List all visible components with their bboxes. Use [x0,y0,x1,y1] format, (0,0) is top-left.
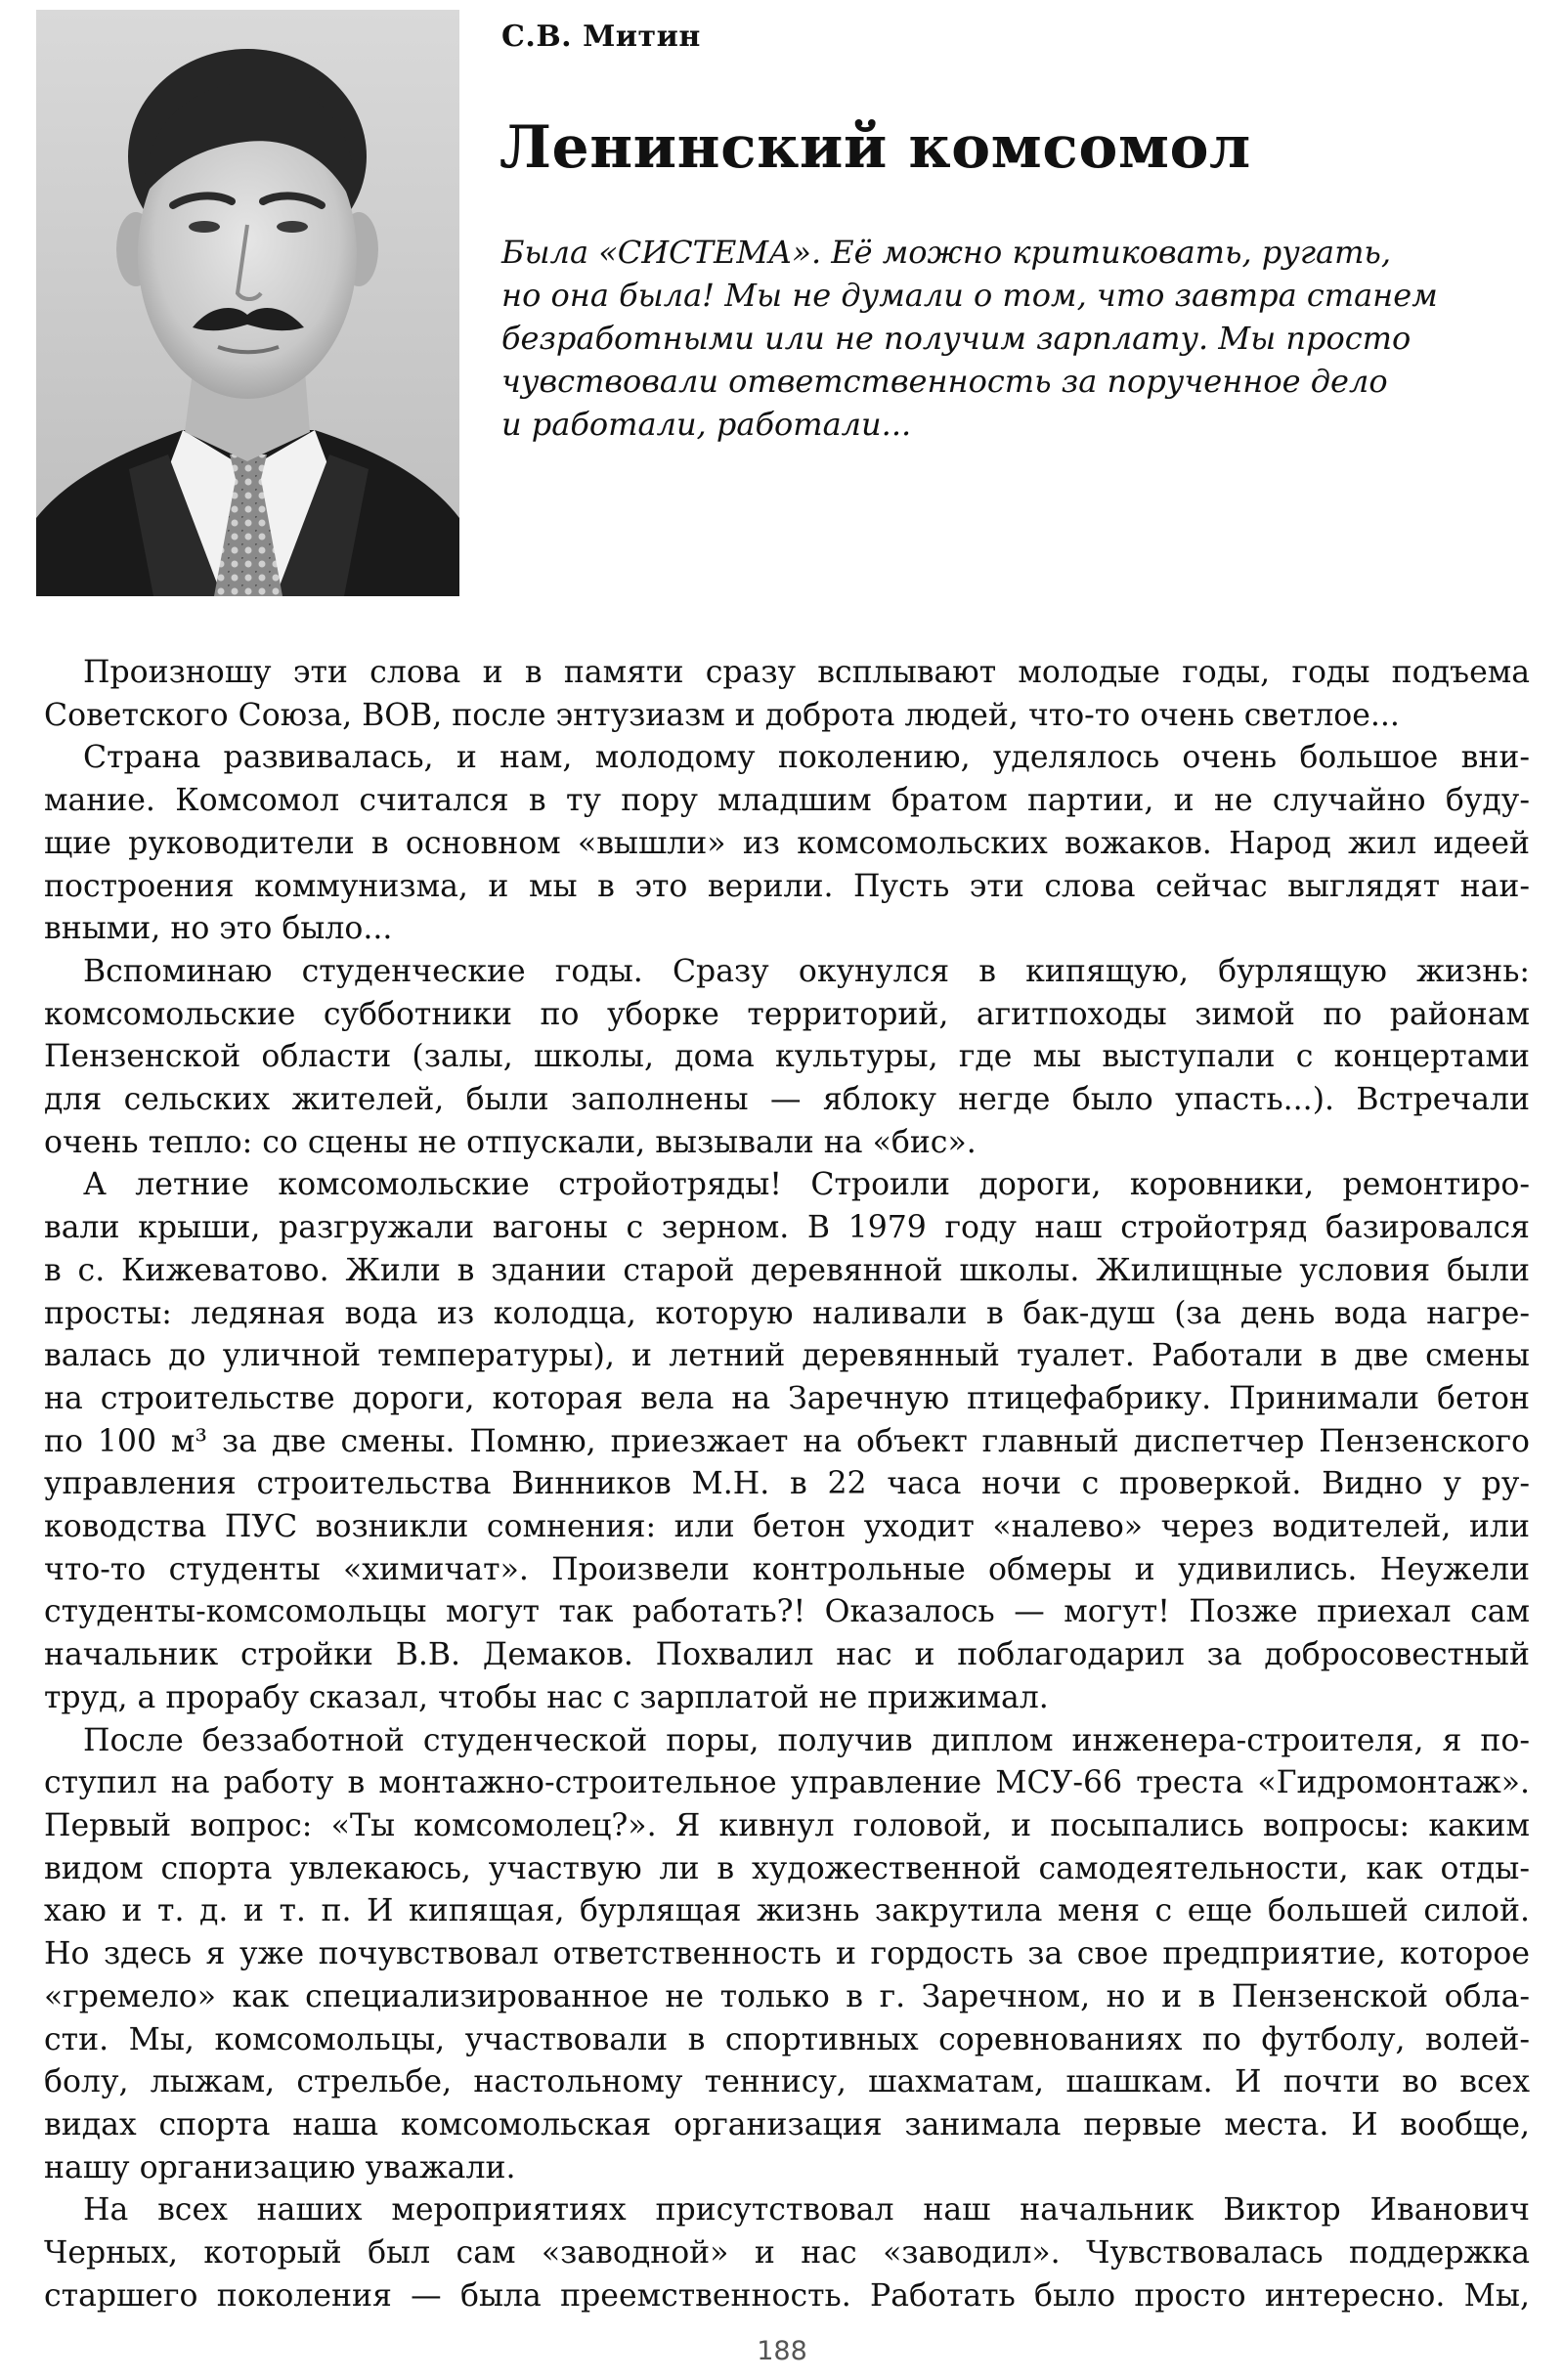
text-line: студенты-комсомольцы могут так работать?! Оказалось — могут! Позже приехал сам [44,1594,1530,1630]
text-line: по 100 м³ за две смены. Помню, приезжает на объект главный диспетчер Пензенского [44,1423,1530,1459]
text-line: Но здесь я уже почувствовал ответственность и гордость за свое предприятие, которое [44,1936,1530,1972]
paragraph [44,2189,1530,2317]
text-line: «гремело» как специализированное не только в г. Заречном, но и в Пензенской обла- [44,1978,1530,2014]
paragraph [44,1164,1530,1719]
epigraph-line: Была «СИСТЕМА». Её можно критиковать, ругать, [501,234,1392,271]
text-line: что-то студенты «химичат». Произвели контрольные обмеры и удивились. Неужели [44,1551,1530,1587]
paragraph [44,1720,1530,2190]
text-line: ступил на работу в монтажно-строительное управление МСУ-66 треста «Гидромонтаж». [44,1765,1530,1801]
text-line: Советского Союза, ВОВ, после энтузиазм и доброта людей, что-то очень светлое... [44,697,1400,733]
text-line: управления строительства Винников М.Н. в 22 часа ночи с проверкой. Видно у ру- [44,1466,1530,1502]
epigraph [501,231,1489,446]
page-number: 188 [757,2336,807,2366]
text-line: мание. Комсомол считался в ту пору младшим братом партии, и не случайно буду- [44,783,1530,819]
text-line: нашу организацию уважали. [44,2149,516,2185]
text-line: труд, а прорабу сказал, чтобы нас с зарплатой не прижимал. [44,1679,1049,1715]
text-line: Черных, который был сам «заводной» и нас «заводил». Чувствовалась поддержка [44,2235,1530,2272]
text-line: щие руководители в основном «вышли» из комсомольских вожаков. Народ жил идеей [44,825,1530,861]
article-title: Ленинский комсомол [500,113,1251,182]
text-line: После беззаботной студенческой поры, получив диплом инженера-строителя, я по- [83,1722,1530,1758]
epigraph-line: но она была! Мы не думали о том, что завтра станем [501,277,1438,314]
text-line: в с. Кижеватово. Жили в здании старой деревянной школы. Жилищные условия были [44,1252,1530,1288]
text-line: ководства ПУС возникли сомнения: или бетон уходит «налево» через водителей, или [44,1509,1530,1545]
text-line: вными, но это было... [44,911,393,947]
article-body [44,652,1530,2317]
epigraph-line: безработными или не получим зарплату. Мы просто [501,320,1412,357]
text-line: На всех наших мероприятиях присутствовал наш начальник Виктор Иванович [83,2192,1530,2229]
text-line: Произношу эти слова и в памяти сразу всплывают молодые годы, годы подъема [83,655,1530,690]
text-line: начальник стройки В.В. Демаков. Похвалил нас и поблагодарил за добросовестный [44,1637,1530,1673]
text-line: построения коммунизма, и мы в это верили. Пусть эти слова сейчас выглядят наи- [44,868,1530,904]
text-line: Страна развивалась, и нам, молодому поколению, уделялось очень большое вни- [83,740,1530,776]
text-line: А летние комсомольские стройотряды! Строили дороги, коровники, ремонтиро- [83,1167,1530,1203]
text-line: сти. Мы, комсомольцы, участвовали в спортивных соревнованиях по футболу, волей- [44,2021,1530,2057]
author-portrait-photo [36,10,459,596]
text-line: для сельских жителей, были заполнены — яблоку негде было упасть...). Встречали [44,1082,1530,1118]
text-line: Вспоминаю студенческие годы. Сразу окунулся в кипящую, бурлящую жизнь: [83,953,1530,989]
epigraph-line: и работали, работали... [501,406,912,443]
text-line: хаю и т. д. и т. п. И кипящая, бурлящая жизнь закрутила меня с еще большей силой. [44,1893,1530,1929]
text-line: видах спорта наша комсомольская организация занимала первые места. И вообще, [44,2106,1530,2142]
text-line: просты: ледяная вода из колодца, которую наливали в бак-душ (за день вода нагре- [44,1295,1530,1331]
text-line: Первый вопрос: «Ты комсомолец?». Я кивнул головой, и посыпались вопросы: каким [44,1807,1530,1843]
text-line: валась до уличной температуры), и летний деревянный туалет. Работали в две смены [44,1338,1530,1374]
paragraph [44,951,1530,1165]
text-line: болу, лыжам, стрельбе, настольному теннису, шахматам, шашкам. И почти во всех [44,2064,1530,2100]
author-name: С.В. Митин [501,20,701,54]
text-line: комсомольские субботники по уборке территорий, агитпоходы зимой по районам [44,996,1530,1032]
paragraph [44,652,1530,737]
text-line: очень тепло: со сцены не отпускали, вызывали на «бис». [44,1124,977,1160]
text-line: Пензенской области (залы, школы, дома культуры, где мы выступали с концертами [44,1039,1530,1075]
text-line: старшего поколения — была преемственность. Работать было просто интересно. Мы, [44,2277,1530,2314]
paragraph [44,737,1530,951]
text-line: видом спорта увлекаюсь, участвую ли в художественной самодеятельности, как отды- [44,1850,1530,1886]
text-line: на строительстве дороги, которая вела на Заречную птицефабрику. Принимали бетон [44,1380,1530,1416]
epigraph-line: чувствовали ответственность за порученное дело [501,363,1388,400]
text-line: вали крыши, разгружали вагоны с зерном. В 1979 году наш стройотряд базировался [44,1210,1530,1246]
